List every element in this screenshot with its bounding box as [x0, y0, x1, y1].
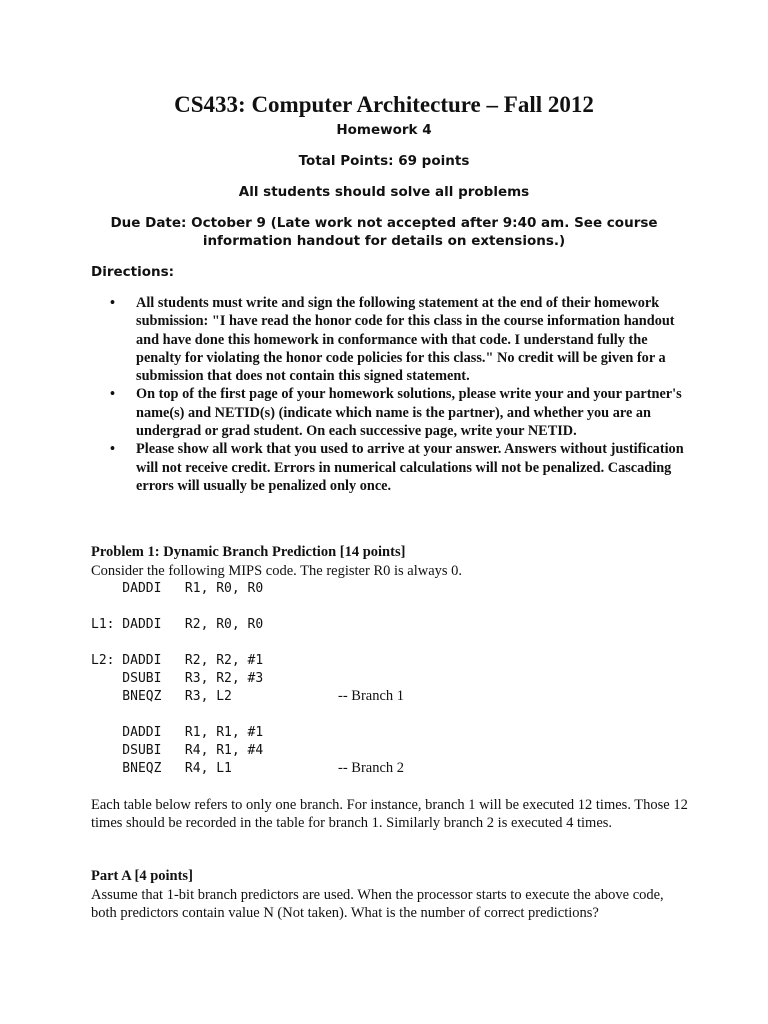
directions-item-text: All students must write and sign the following statement at the end of their homework submission: "I have read the honor code for this class in the course information handout and have done this homework in conformance with that code. I understand fully the penalty for violating the honor code policies for this class." No credit will be given for a submission that does not contain this signed statement. — [136, 295, 675, 385]
problem1-intro: Consider the following MIPS code. The register R0 is always 0. — [91, 563, 463, 579]
problem1-title: Problem 1: Dynamic Branch Prediction [14 points] — [91, 544, 406, 560]
due-date: Due Date: October 9 (Late work not accepted after 9:40 am. See course information handout for details on extensions.) — [110, 215, 658, 249]
branch2-comment: -- Branch 2 — [338, 760, 405, 776]
directions-heading: Directions: — [91, 264, 175, 280]
directions-item — [110, 385, 690, 440]
code-line: BNEQZ R3, L2 — [91, 689, 232, 704]
directions-list — [110, 294, 690, 495]
code-line: L2: DADDI R2, R2, #1 — [91, 653, 264, 668]
partA-text: Assume that 1-bit branch predictors are used. When the processor starts to execute the above code, both predictors contain value N (Not taken). What is the number of correct predictions? — [91, 887, 664, 921]
directions-item-text: Please show all work that you used to arrive at your answer. Answers without justification will not receive credit. Errors in numerical calculations will not be penalized. Cascading errors will usually be penalized only once. — [136, 441, 684, 494]
directions-item — [110, 440, 690, 495]
code-line: DADDI R1, R0, R0 — [91, 581, 264, 596]
directions-item — [110, 294, 690, 385]
code-line: DSUBI R4, R1, #4 — [91, 743, 264, 758]
page-title: CS433: Computer Architecture – Fall 2012 — [174, 92, 594, 117]
all-students-note: All students should solve all problems — [238, 184, 530, 200]
code-line: L1: DADDI R2, R0, R0 — [91, 617, 264, 632]
partA-title: Part A [4 points] — [91, 868, 193, 884]
homework-number: Homework 4 — [336, 122, 432, 138]
total-points: Total Points: 69 points — [298, 153, 470, 169]
branch1-comment: -- Branch 1 — [338, 688, 405, 704]
bullet-icon: • — [110, 386, 116, 403]
table-note: Each table below refers to only one branch. For instance, branch 1 will be executed 12 times. Those 12 times should be recorded in the table for branch 1. Similarly branch 2 is executed 4 times. — [91, 797, 688, 831]
directions-item-text: On top of the first page of your homework solutions, please write your and your partner's name(s) and NETID(s) (indicate which name is the partner), and whether you are an undergrad or grad student. On each successive page, write your NETID. — [136, 386, 682, 440]
bullet-icon: • — [110, 441, 116, 458]
bullet-icon: • — [110, 295, 116, 311]
code-line: BNEQZ R4, L1 — [91, 761, 232, 776]
code-line: DSUBI R3, R2, #3 — [91, 671, 264, 686]
code-line: DADDI R1, R1, #1 — [91, 725, 264, 740]
